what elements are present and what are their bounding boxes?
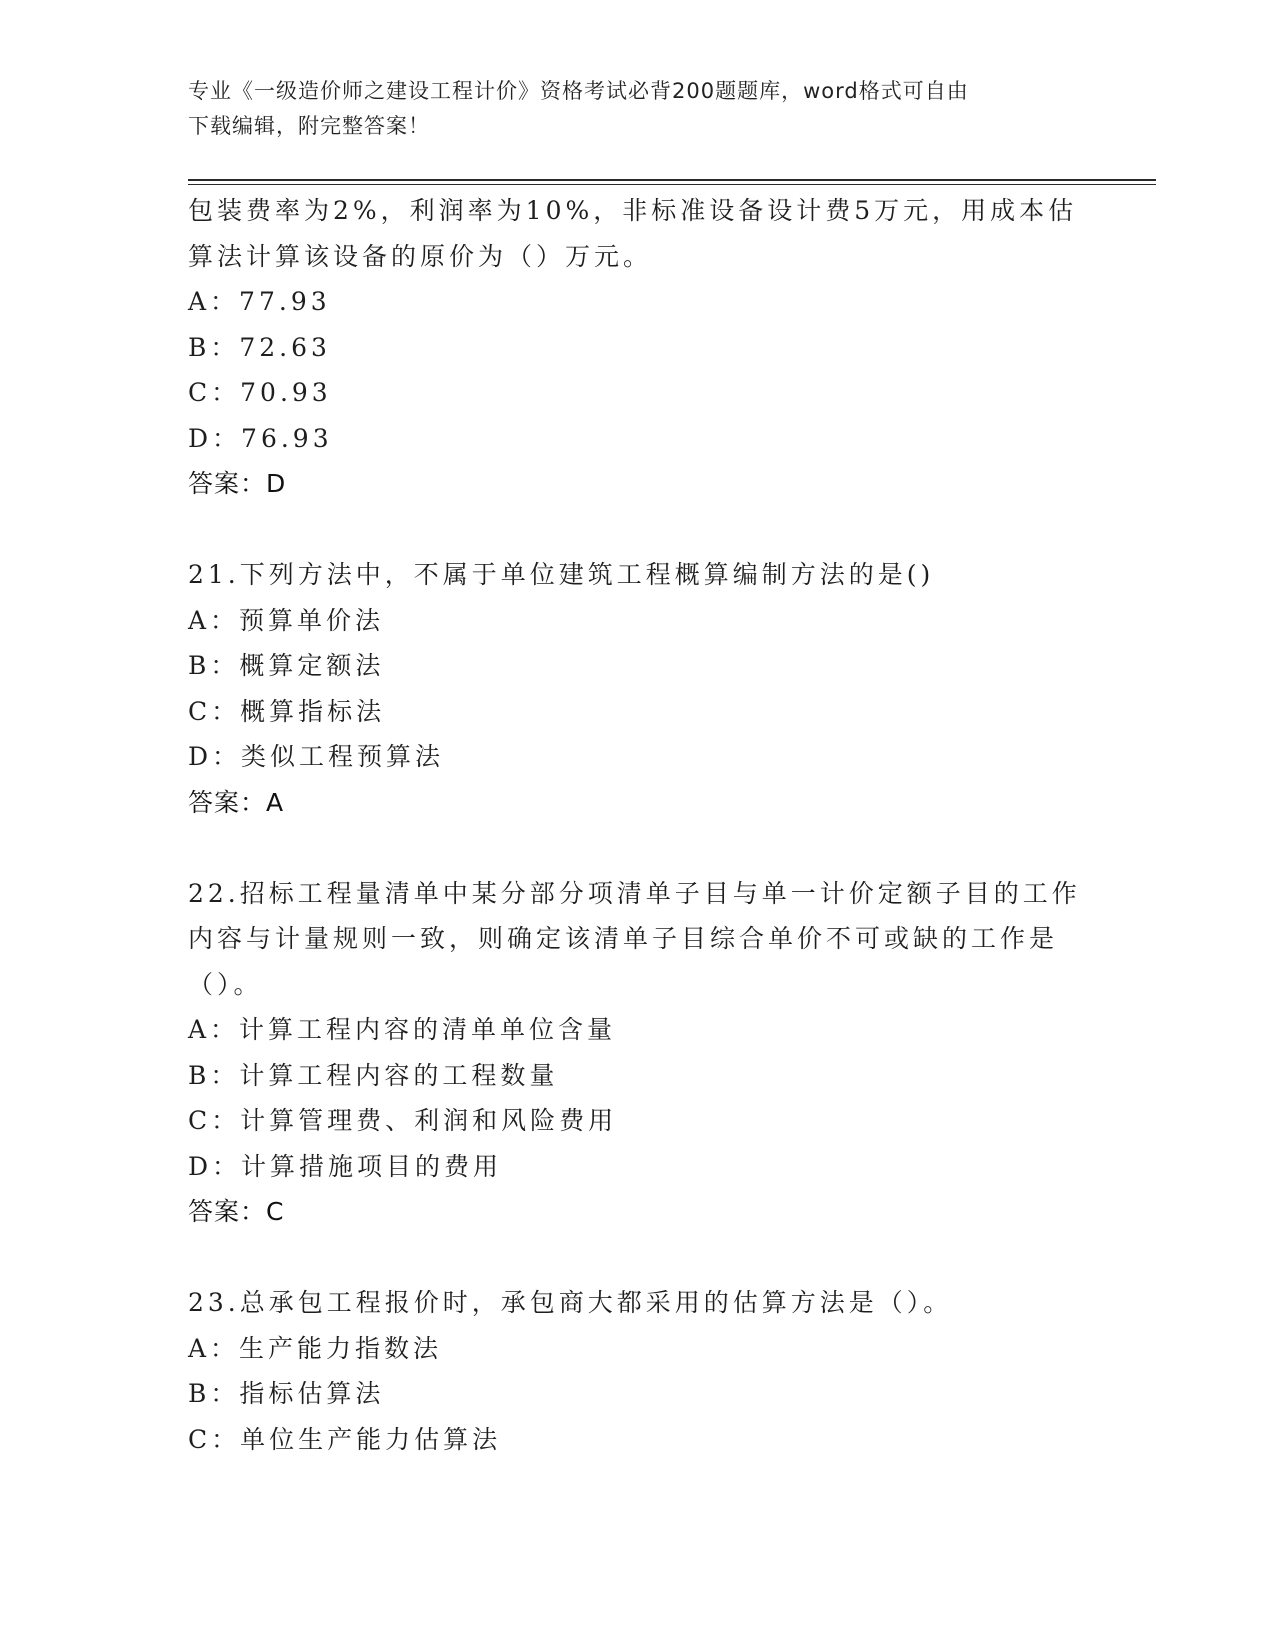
option-c: C：单位生产能力估算法 — [188, 1424, 502, 1454]
option-c: C：概算指标法 — [188, 696, 386, 726]
header-line: 下载编辑，附完整答案！ — [188, 114, 430, 138]
option-a: A：预算单价法 — [188, 605, 385, 635]
option-c: C：计算管理费、利润和风险费用 — [188, 1106, 618, 1135]
header-divider — [188, 184, 1156, 185]
question-stem: 23.总承包工程报价时，承包商大都采用的估算方法是（）。 — [188, 1288, 953, 1317]
question-stem: 包装费率为2%，利润率为10%，非标准设备设计费5万元，用成本估 — [188, 196, 1078, 225]
option-d: D：类似工程预算法 — [188, 742, 445, 771]
question-list — [188, 188, 1088, 1462]
option-a: A：生产能力指数法 — [188, 1333, 443, 1363]
option-b: B：72.63 — [188, 332, 331, 362]
spacer — [188, 1235, 1088, 1281]
question-stem: 21.下列方法中，不属于单位建筑工程概算编制方法的是() — [188, 560, 935, 589]
spacer — [188, 507, 1088, 553]
option-a: A：77.93 — [188, 287, 331, 316]
option-d: D：76.93 — [188, 423, 333, 453]
question-block — [188, 1280, 1088, 1462]
header-line: 专业《一级造价师之建设工程计价》资格考试必背200题题库，word格式可自由 — [188, 79, 969, 103]
answer-line: 答案：C — [188, 1197, 285, 1226]
question-block — [188, 552, 1088, 825]
header-divider — [188, 179, 1156, 181]
option-b: B：指标估算法 — [188, 1379, 385, 1408]
answer-line: 答案：D — [188, 469, 287, 498]
question-stem: （）。 — [188, 969, 263, 999]
question-stem: 算法计算该设备的原价为（）万元。 — [188, 241, 653, 271]
page-header — [188, 74, 1068, 144]
answer-line: 答案：A — [188, 787, 285, 817]
question-block — [188, 188, 1088, 507]
option-b: B：概算定额法 — [188, 651, 385, 680]
question-stem: 22.招标工程量清单中某分部分项清单子目与单一计价定额子目的工作 — [188, 878, 1081, 908]
option-b: B：计算工程内容的工程数量 — [188, 1060, 559, 1090]
option-a: A：计算工程内容的清单单位含量 — [188, 1015, 617, 1044]
option-c: C：70.93 — [188, 378, 332, 407]
spacer — [188, 825, 1088, 871]
question-stem: 内容与计量规则一致，则确定该清单子目综合单价不可或缺的工作是 — [188, 924, 1059, 953]
question-block — [188, 871, 1088, 1235]
option-d: D：计算措施项目的费用 — [188, 1151, 503, 1181]
